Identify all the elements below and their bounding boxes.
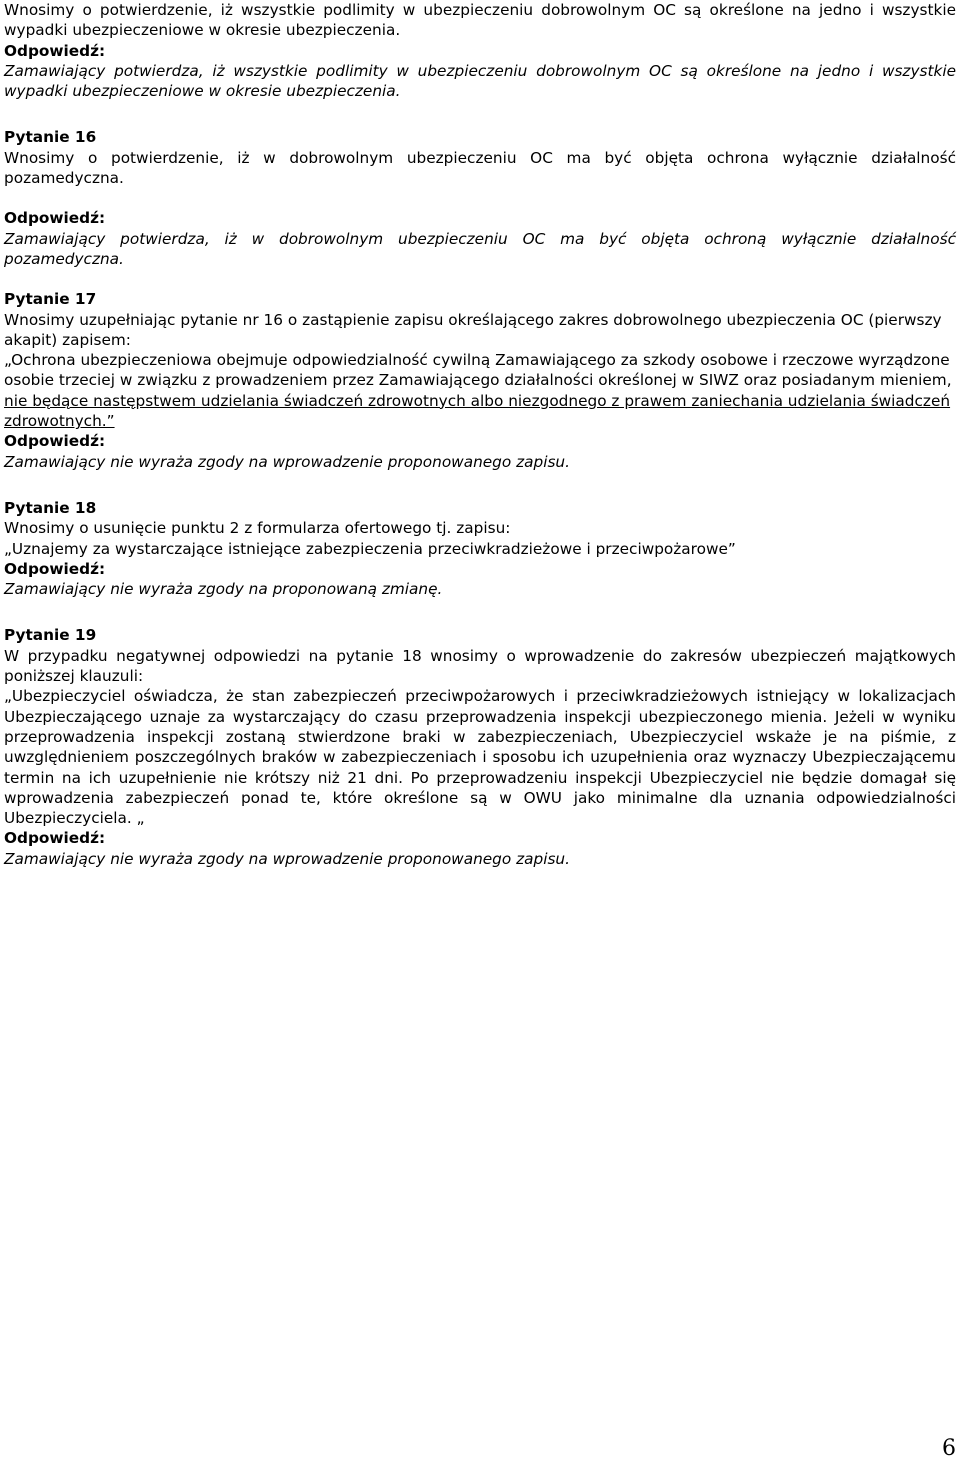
answer-label: Odpowiedź: (4, 209, 106, 228)
answer-label: Odpowiedź: (4, 432, 106, 451)
question-text: Wnosimy o potwierdzenie, iż wszystkie podlimity w ubezpieczeniu dobrowolnym OC są określone na jedno i wszystkie wypadki ubezpieczeniowe w okresie ubezpieczenia. (4, 1, 956, 40)
answer-text: Zamawiający nie wyraża zgody na wprowadzenie proponowanego zapisu. (4, 849, 570, 868)
answer-text: Zamawiający nie wyraża zgody na wprowadzenie proponowanego zapisu. (4, 452, 570, 471)
page-number: 6 (942, 1436, 956, 1461)
proposed-clause: „Uznajemy za wystarczające istniejące zabezpieczenia przeciwkradzieżowe i przeciwpożarowe” (4, 539, 736, 558)
section-question-18 (4, 498, 956, 599)
answer-label: Odpowiedź: (4, 41, 106, 60)
answer-text: Zamawiający nie wyraża zgody na proponowaną zmianę. (4, 580, 443, 599)
proposed-clause-plain: „Ochrona ubezpieczeniowa obejmuje odpowiedzialność cywilną Zamawiającego za szkody osobowe i rzeczowe wyrządzone osobie trzeciej w związku z prowadzeniem przez Zamawiającego działalności określonej w SIWZ oraz posiadanym mieniem, (4, 351, 952, 390)
question-title: Pytanie 17 (4, 290, 97, 309)
proposed-clause-underlined: nie będące następstwem udzielania świadczeń zdrowotnych albo niezgodnego z prawem zaniechania udzielania świadczeń zdrowotnych.” (4, 391, 951, 431)
proposed-clause (4, 350, 956, 431)
question-text: W przypadku negatywnej odpowiedzi na pytanie 18 wnosimy o wprowadzenie do zakresów ubezpieczeń majątkowych poniższej klauzuli: (4, 646, 956, 686)
section-continued (4, 0, 956, 101)
answer-text: Zamawiający potwierdza, iż w dobrowolnym ubezpieczeniu OC ma być objęta ochroną wyłącznie działalność pozamedyczna. (4, 229, 956, 268)
answer-text: Zamawiający potwierdza, iż wszystkie podlimity w ubezpieczeniu dobrowolnym OC są określone na jedno i wszystkie wypadki ubezpieczeniowe w okresie ubezpieczenia. (4, 61, 956, 101)
answer-label: Odpowiedź: (4, 559, 106, 578)
question-title: Pytanie 16 (4, 128, 97, 147)
question-text: Wnosimy uzupełniając pytanie nr 16 o zastąpienie zapisu określającego zakres dobrowolnego ubezpieczenia OC (pierwszy akapit) zapisem: (4, 310, 942, 349)
document-page (4, 0, 956, 869)
question-text: Wnosimy o potwierdzenie, iż w dobrowolnym ubezpieczeniu OC ma być objęta ochrona wyłącznie działalność pozamedyczna. (4, 148, 956, 188)
section-question-17 (4, 289, 956, 472)
section-question-19 (4, 625, 956, 869)
question-title: Pytanie 19 (4, 626, 97, 645)
section-question-16 (4, 127, 956, 269)
question-text: Wnosimy o usunięcie punktu 2 z formularza ofertowego tj. zapisu: (4, 519, 511, 538)
proposed-clause: „Ubezpieczyciel oświadcza, że stan zabezpieczeń przeciwpożarowych i przeciwkradzieżowych istniejący w lokalizacjach Ubezpieczającego uznaje za wystarczający do czasu przeprowadzenia inspekcji ubezpieczonego mienia. Jeżeli w wyniku przeprowadzenia inspekcji zostaną stwierdzone braki w zabezpieczeniach, Ubezpieczyciel wskaże je na piśmie, z uwzględnieniem poszczególnych braków w zabezpieczeniach i sposobu ich uzupełnienia oraz wyznaczy Ubezpieczającemu termin na ich uzupełnienie nie krótszy niż 21 dni. Po przeprowadzeniu inspekcji Ubezpieczyciel nie będzie domagał się wprowadzenia zabezpieczeń ponad te, które określone są w OWU jako minimalne dla uznania odpowiedzialności Ubezpieczyciela. „ (4, 687, 956, 828)
answer-label: Odpowiedź: (4, 829, 106, 848)
question-title: Pytanie 18 (4, 498, 97, 517)
